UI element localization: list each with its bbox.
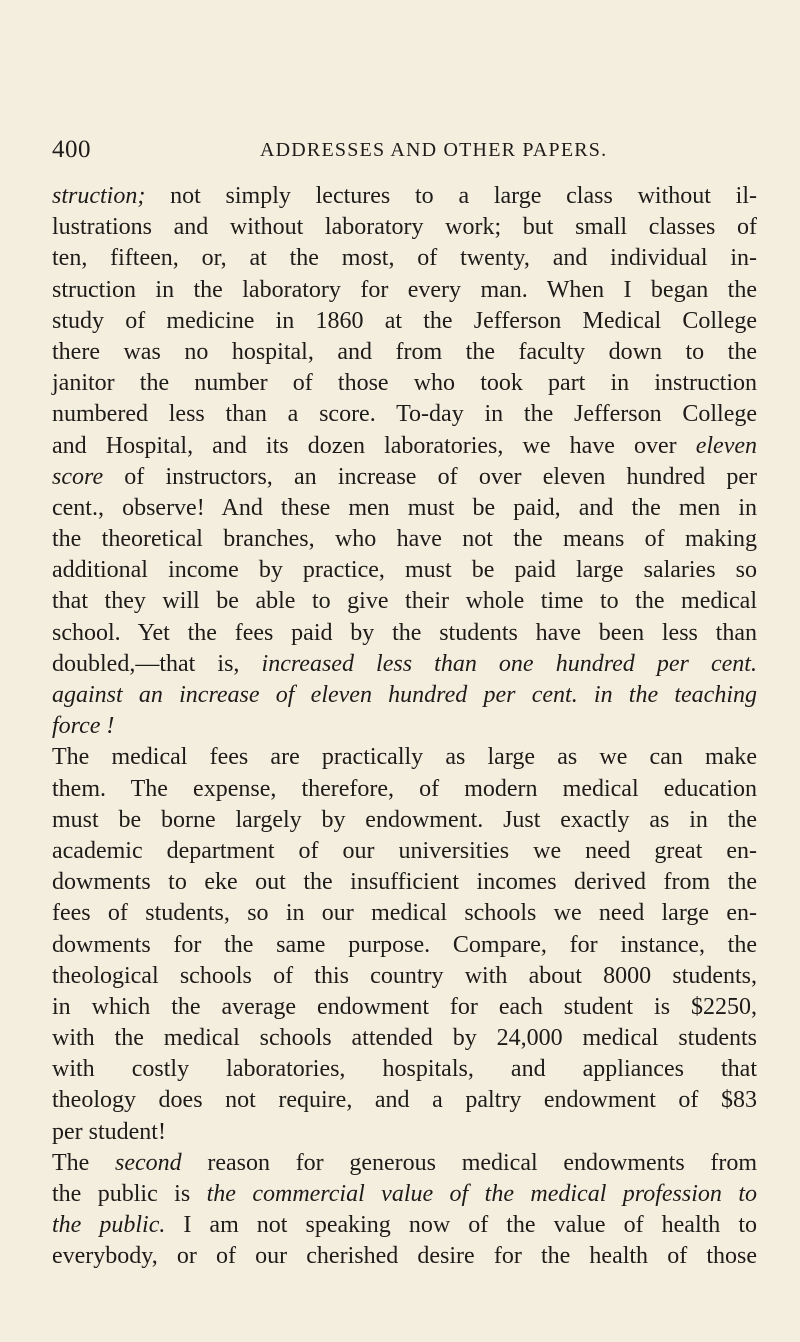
text-run: theological schools of this country with about 8000 students, bbox=[52, 962, 757, 989]
text-run: not simply lectures to a large class without il- bbox=[145, 183, 757, 209]
text-line bbox=[52, 1023, 757, 1054]
text-run: and Hospital, and its dozen laboratories, we have over bbox=[52, 432, 696, 459]
text-run: ten, fifteen, or, at the most, of twenty, and individual in- bbox=[52, 245, 757, 272]
text-run: study of medicine in 1860 at the Jefferson Medical College bbox=[52, 307, 757, 334]
text-line bbox=[52, 1085, 757, 1116]
text-run: of instructors, an increase of over eleven hundred per bbox=[103, 463, 757, 490]
text-run: The bbox=[52, 1149, 116, 1176]
body-text bbox=[52, 181, 757, 1273]
page-header bbox=[52, 136, 752, 176]
text-run: janitor the number of those who took part in instruction bbox=[52, 370, 757, 397]
text-line bbox=[52, 930, 757, 961]
running-head: ADDRESSES AND OTHER PAPERS. bbox=[260, 139, 608, 161]
italic-text: force ! bbox=[52, 713, 115, 740]
text-run: dowments to eke out the insufficient incomes derived from the bbox=[52, 869, 757, 896]
text-run: everybody, or of our cherished desire for the health of those bbox=[52, 1243, 757, 1270]
text-line bbox=[52, 1210, 757, 1241]
text-run: theology does not require, and a paltry endowment of $83 bbox=[52, 1087, 757, 1114]
text-run: reason for generous medical endowments from bbox=[181, 1149, 758, 1176]
text-line bbox=[52, 805, 757, 836]
text-line bbox=[52, 181, 757, 212]
text-line bbox=[52, 1117, 757, 1148]
text-run: doubled,—that is, bbox=[52, 650, 262, 677]
text-line bbox=[52, 462, 757, 493]
text-line bbox=[52, 337, 757, 368]
text-run: I am not speaking now of the value of health to bbox=[165, 1212, 757, 1239]
italic-text: score bbox=[52, 463, 104, 490]
text-line bbox=[52, 555, 757, 586]
text-run: numbered less than a score. To-day in the Jefferson College bbox=[52, 401, 757, 428]
text-line bbox=[52, 368, 757, 399]
text-run: there was no hospital, and from the faculty down to the bbox=[52, 338, 757, 365]
text-run: the public is bbox=[52, 1181, 207, 1207]
text-line bbox=[52, 898, 757, 929]
text-run: in which the average endowment for each student is $2250, bbox=[52, 993, 757, 1020]
text-run: with the medical schools attended by 24,000 medical students bbox=[52, 1025, 757, 1052]
text-run: per student! bbox=[52, 1118, 166, 1145]
text-run: the theoretical branches, who have not the means of making bbox=[52, 526, 757, 553]
text-line bbox=[52, 711, 757, 742]
text-line bbox=[52, 493, 757, 524]
text-line bbox=[52, 275, 757, 306]
text-line bbox=[52, 618, 757, 649]
text-line bbox=[52, 836, 757, 867]
text-run: must be borne largely by endowment. Just exactly as in the bbox=[52, 806, 757, 833]
text-line bbox=[52, 306, 757, 337]
text-line bbox=[52, 680, 757, 711]
text-run: that they will be able to give their whole time to the medical bbox=[52, 588, 757, 615]
text-run: The medical fees are practically as large as we can make bbox=[52, 744, 757, 771]
text-line bbox=[52, 1148, 757, 1179]
text-line bbox=[52, 774, 757, 805]
text-line bbox=[52, 867, 757, 898]
italic-text: second bbox=[115, 1149, 182, 1176]
text-line bbox=[52, 742, 757, 773]
text-line bbox=[52, 524, 757, 555]
text-line bbox=[52, 212, 757, 243]
text-line bbox=[52, 961, 757, 992]
text-line bbox=[52, 586, 757, 617]
text-line bbox=[52, 649, 757, 680]
text-run: school. Yet the fees paid by the students have been less than bbox=[52, 619, 757, 646]
text-run: lustrations and without laboratory work; but small classes of bbox=[52, 214, 757, 241]
text-run: struction in the laboratory for every man. When I began the bbox=[52, 276, 757, 303]
text-run: additional income by practice, must be paid large salaries so bbox=[52, 557, 757, 584]
text-line bbox=[52, 1179, 757, 1210]
italic-text: against an increase of eleven hundred per cent. in the teaching bbox=[52, 682, 757, 708]
italic-text: the commercial value of the medical profession to bbox=[206, 1181, 757, 1207]
text-line bbox=[52, 431, 757, 462]
italic-text: increased less than one hundred per cent. bbox=[261, 650, 757, 677]
text-line bbox=[52, 399, 757, 430]
page-number: 400 bbox=[52, 136, 91, 163]
text-run: them. The expense, therefore, of modern medical education bbox=[52, 775, 757, 802]
italic-text: eleven bbox=[695, 432, 757, 459]
text-line bbox=[52, 992, 757, 1023]
text-run: academic department of our universities we need great en- bbox=[52, 837, 757, 864]
text-run: cent., observe! And these men must be paid, and the men in bbox=[52, 494, 757, 521]
text-line bbox=[52, 243, 757, 274]
text-line bbox=[52, 1054, 757, 1085]
italic-text: the public. bbox=[52, 1212, 166, 1239]
text-run: fees of students, so in our medical schools we need large en- bbox=[52, 900, 757, 927]
italic-text: struction; bbox=[52, 183, 146, 209]
text-line bbox=[52, 1241, 757, 1272]
text-run: with costly laboratories, hospitals, and appliances that bbox=[52, 1056, 757, 1083]
text-run: dowments for the same purpose. Compare, for instance, the bbox=[52, 931, 757, 958]
